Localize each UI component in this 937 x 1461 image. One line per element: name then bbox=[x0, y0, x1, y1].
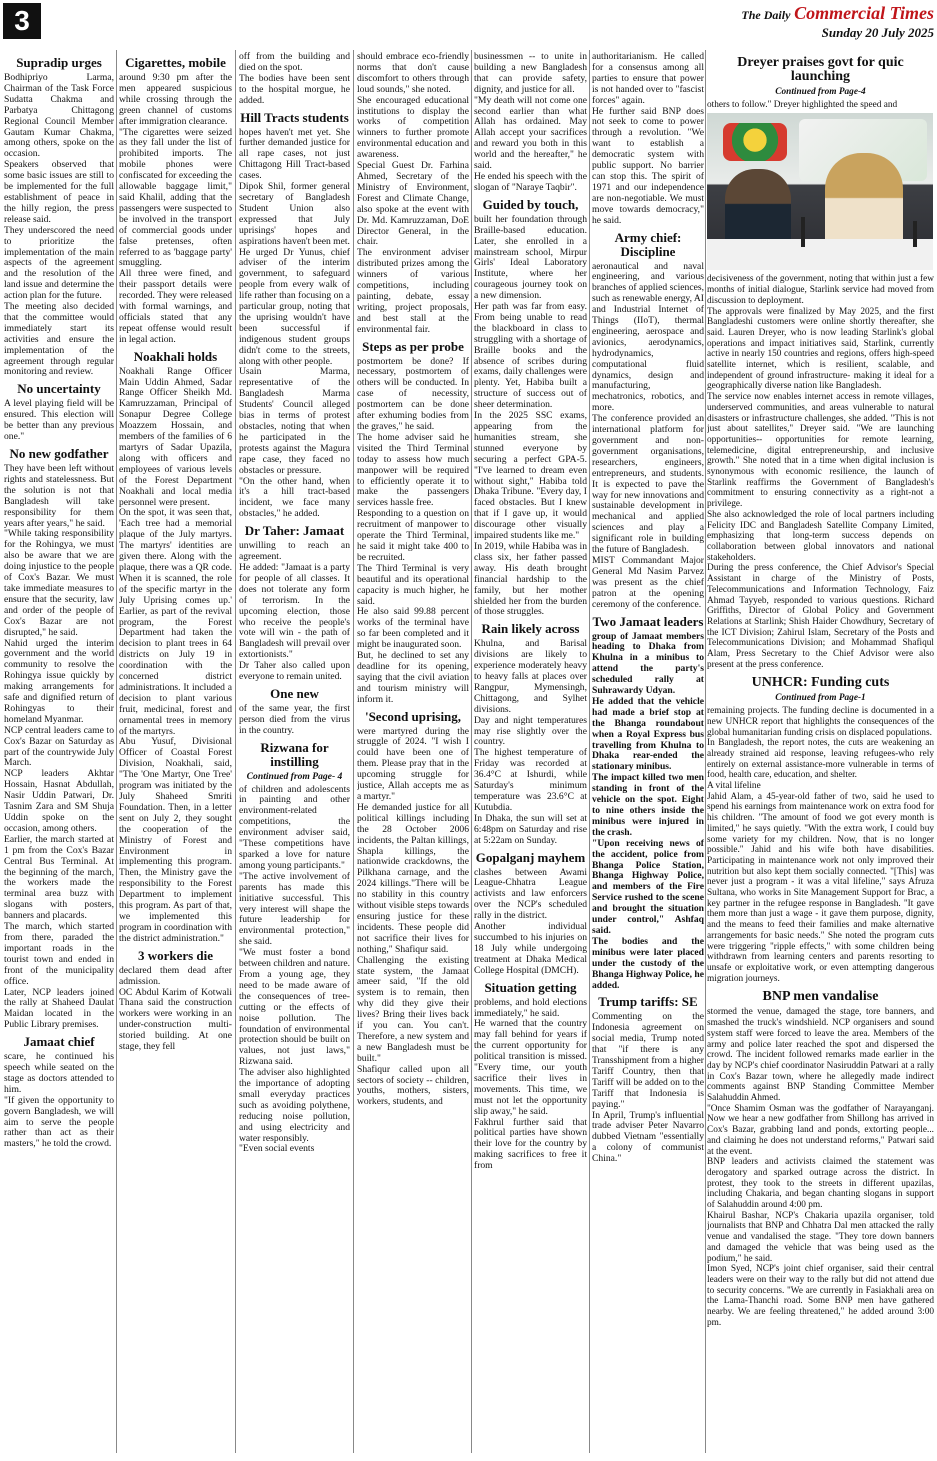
paragraph: He warned that the country may fall behind for years if the current opportunity for political transition is missed. "Every time, our youth sacrifice their lives in movements. This time, we must not let the opportunity slip away," he said. bbox=[474, 1018, 587, 1117]
headline-gopalganj-mayhem: Gopalganj mayhem bbox=[475, 849, 586, 865]
paragraph: others to follow." Dreyer highlighted the speed and bbox=[707, 99, 898, 110]
paragraph: "On the other hand, when it's a hill tract-based incident, we face many obstacles," he added. bbox=[239, 475, 350, 520]
paragraph: The environment adviser distributed prizes among the winners of various competitions, including painting, debate, essay writing, project proposals, and best stall at the environmental fair. bbox=[357, 247, 469, 335]
paragraph: BNP leaders and activists claimed the statement was derogatory and sparked outrage across the district. In protest, they took to the streets in different upazilas, including Chakaria, and began chanting slogans in support of Salahuddin around 4:00 pm. bbox=[707, 1157, 934, 1211]
paragraph: The bodies have been sent to the hospital morgue, he added. bbox=[239, 72, 350, 106]
headline-situation-getting: Situation getting bbox=[484, 979, 577, 995]
paragraph: Responding to a question on recruitment of manpower to operate the Third Terminal, he said it might take 400 to be recruited. bbox=[357, 508, 469, 563]
paragraph: Nahid urged the interim government and the world community to resolve the Rohingya issue quickly by making arrangements for safe and dignified return of Rohingyas to their homeland Myanmar. bbox=[4, 637, 114, 725]
logo-emblem bbox=[723, 123, 787, 161]
paragraph: Usain Marma, representative of the Bangladesh Marma Students' Council alleged bias in terms of protest obstacles, noting that when he participated in the protests against the Magura rape case, they faced no obstacles or pressure. bbox=[239, 366, 350, 476]
paragraph: around 9:30 pm after the men appeared suspicious while crossing through the green channel of customs after immigration clearance. bbox=[119, 72, 232, 127]
column-rule bbox=[471, 50, 472, 1453]
paragraph: He further said BNP does not seek to come to power through a revolution. "We want to establish a democratic system with public support. No barrier can stop this. The spirit of 1971 and our independence are non-negotiable. We must move towards democracy," he said. bbox=[592, 105, 704, 226]
headline-no-new-godfather: No new godfather bbox=[9, 446, 109, 461]
continued-note: Continued from Page- 4 bbox=[246, 770, 343, 782]
headline-two-jamaat-leaders: Two Jamaat leaders bbox=[592, 613, 704, 629]
continued-note: Continued from Page-1 bbox=[775, 693, 866, 704]
paragraph: She encouraged educational institutions to display the works of competition winners to further promote environmental education and awareness. bbox=[357, 94, 469, 161]
headline-second-uprising: 'Second uprising, bbox=[364, 708, 462, 724]
column-rule bbox=[235, 50, 236, 1453]
column-rule bbox=[705, 50, 706, 1453]
headline-army-chief-discipline: Army chief: Discipline bbox=[614, 229, 682, 259]
paragraph: Dr Taher also called upon everyone to remain united. bbox=[239, 660, 350, 683]
headline-dr-taher-jamaat: Dr Taher: Jamaat bbox=[244, 523, 345, 539]
paragraph: Khairul Bashar, NCP's Chakaria upazila organiser, told journalists that BNP and Chhatra Dal men attacked the rally venue and vandalised the stage. "They tore down banners and damaged the vehicle that was being used as the podium," he said. bbox=[707, 1210, 934, 1264]
microphone-icon bbox=[801, 217, 805, 247]
page-number: 3 bbox=[3, 3, 41, 39]
paragraph: He demanded justice for all political killings including the 28 October 2006 incidents, the Paltan killings, Shapla killings, the nationwide crackdowns, the Pilkhana carnage, and the 2024 killings."There will be no stability in this country without visible steps towards ensuring justice for these incidents. These people did not sacrifice their lives for nothing," Shafiqur said. bbox=[357, 801, 469, 955]
paragraph: The conference provided an international platform for government and non-government organisations, researchers, engineers, entrepreneurs, and students. It is expected to pave the way for new innovations and sustainable development in mechanical and applied sciences and play a significant role in building the future of Bangladesh. bbox=[592, 413, 704, 556]
paragraph: "My death will not come one second earlier than what Allah has ordained. May Allah accept your sacrifices and reward you both in this world and the hereafter," he said. bbox=[474, 94, 587, 172]
paragraph: Special Guest Dr. Farhina Ahmed, Secretary of the Ministry of Environment, Forest and Climate Change, also spoke at the event with Dr. Md. Kamruzzaman, DoE Director General, in the chair. bbox=[357, 160, 469, 248]
column-5 bbox=[474, 52, 587, 1455]
column-rule bbox=[116, 50, 117, 1453]
paragraph: clashes between Awami League-Chhatra League activists and law enforcers over the NCP's scheduled rally in the district. bbox=[474, 866, 587, 922]
paragraph: Later, NCP leaders joined the rally at Shaheed Daulat Maidan located in the Public Library premises. bbox=[4, 986, 114, 1031]
headline-jamaat-chief: Jamaat chief bbox=[23, 1034, 95, 1050]
paragraph: Jahid Alam, a 45-year-old father of two, said he used to spend his earnings from maintenance work on extra food for his children. "The amount of food we got every month is limited," he says quietly. "With the extra work, I could buy some variety for my children. Now, that is no longer possible." Jahid and his wife both have disabilities. Participating in maintenance work not only improved their nutrition but also kept them socially connected. "[This] was never just a program - it was a vital lifeline," says Afruza Sultana, who works in Site Management Support for Brac, a key partner in the refugee response in Bangladesh. "It gave them more than just a wage - it gave them purpose, dignity, and the means to feed their families and make alternative arrangements for basic needs." She noted the program cuts were triggering "ripple effects," with some children being withdrawn from learning centers and parents resorting to unsafe or exploitative work, or even attempting dangerous migration journeys. bbox=[707, 791, 934, 984]
headline-steps-as-per-probe: Steps as per probe bbox=[362, 338, 464, 354]
headline-rain-likely-across: Rain likely across bbox=[481, 621, 580, 637]
paragraph: In 2019, while Habiba was in class six, her father passed away. His death brought financial hardship to the family, but her mother shielded her from the burden of those struggles. bbox=[474, 540, 587, 618]
paragraph: Imon Syed, NCP's joint chief organiser, said their central leaders were on their way to the rally but did not attend due to security concerns. "We are currently in Fasiakhali area on the Lama-Thanchi road. Some BNP men have gathered nearby. We are feeling threatened," he added around 3:00 pm. bbox=[707, 1264, 934, 1328]
paragraph: "Once Shamim Osman was the godfather of Narayanganj. Now we hear a new godfather from Shillong has arrived in Cox's Bazar, grabbing land and ponds, extorting people... and claiming he does not understand reforms," Patwari said at the event. bbox=[707, 1103, 934, 1157]
paragraph: unwilling to reach an agreement. bbox=[239, 540, 350, 563]
headline-supradip-urges: Supradip urges bbox=[16, 55, 102, 70]
paragraph: of children and adolescents in painting and other environment-related competitions, the environment adviser said, "These competitions have sparked a love for nature among young participants." bbox=[239, 783, 350, 871]
headline-trump-tariffs-se: Trump tariffs: SE bbox=[598, 994, 698, 1010]
paragraph: Her path was far from easy. From being unable to read the blackboard in class to struggling with a shortage of Braille books and the absence of scribes during exams, daily challenges were plenty. Yet, Habiba built a structure of success out of sheer determination. bbox=[474, 301, 587, 411]
publication-title: Commercial Times bbox=[794, 3, 934, 23]
paragraph: postmortem be done? If necessary, postmortem of others will be conducted. In case of necessity, postmortem can be done after exhuming bodies from the graves," he said. bbox=[357, 355, 469, 432]
paragraph: The meeting also decided that the committee would immediately start its activities and ensure the implementation of the agreement through regular monitoring and review. bbox=[4, 301, 114, 378]
paragraph: The home adviser said he visited the Third Terminal today to assess how much manpower will be required to efficiently operate it to make the passengers services hassle free. bbox=[357, 431, 469, 509]
masthead bbox=[660, 3, 934, 41]
paragraph: built her foundation through Braille-based education. Later, she enrolled in a mainstream school, Mirpur Girls' Ideal Laboratory Institute, where her courageous journey took on a new dimension. bbox=[474, 213, 587, 302]
paragraph: declared them dead after admission. bbox=[119, 964, 232, 987]
paragraph: NCP leaders Akhtar Hossain, Hasnat Abdullah, Nasir Uddin Patwari, Dr. Tasnim Zara and SM Shuja Uddin spoke on the occasion, among others. bbox=[4, 768, 114, 834]
column-rule bbox=[353, 50, 354, 1453]
paragraph: The Third Terminal is very beautiful and its operational capacity is much higher, he said. bbox=[357, 562, 469, 607]
column-6 bbox=[592, 52, 704, 1455]
microphone-icon bbox=[913, 221, 917, 247]
paragraph: Earlier, the march started at 1 pm from the Cox's Bazar Central Bus Terminal. At the beginning of the march, the workers made the terminal area buzz with slogans with posters, banners and placards. bbox=[4, 833, 114, 922]
paragraph: A level playing field will be ensured. This election will be better than any previous one." bbox=[4, 398, 114, 443]
paragraph: OC Abdul Karim of Kotwali Thana said the construction workers were working in an under-construction multi-storied building. At one stage, they fell bbox=[119, 986, 232, 1053]
paragraph: "Upon receiving news of the accident, police from Bhanga Police Station, Bhanga Highway Police, and members of the Fire Service rushed to the scene and brought the situation under control," Ashfaq said. bbox=[592, 837, 704, 936]
headline-rizwana-for-instilling: Rizwana for instilling bbox=[260, 739, 329, 769]
paragraph: stormed the venue, damaged the stage, tore banners, and smashed the truck's windshield. NCP organisers and sound system staff were forced to leave the area. Members of the army and police later reached the spot and dispersed the crowd. The incident followed remarks made earlier in the day by NCP's chief coordinator Nasiruddin Patwari at a rally in Cox's Bazar town, where he allegedly made indirect comments against BNP Standing Committee Member Salahuddin Ahmed. bbox=[707, 1007, 934, 1104]
paragraph: Abu Yusuf, Divisional Officer of Coastal Forest Division, Noakhali, said, "The 'One Martyr, One Tree' program was initiated by the July Shaheed Smriti Foundation. Then, in a letter sent on July 2, they sought the cooperation of the Ministry of Forest and Environment in implementing this program. Then, the Ministry gave the responsibility to the Forest Department to implement this program. As part of that, we implemented this program in coordination with the district administration." bbox=[119, 736, 232, 944]
paragraph: The bodies and the minibus were later placed under the custody of the Bhanga Highway Police, he added. bbox=[592, 935, 704, 991]
headline-dreyer-praises-govt: Dreyer praises govt for quic launching bbox=[737, 55, 904, 84]
desk bbox=[707, 239, 933, 270]
column-1 bbox=[4, 52, 114, 1455]
paragraph: The service now enables internet access in remote villages, underserved communities, and areas vulnerable to natural disasters or infrastructure challenges, she added. "This is not just about satellites," Dreyer said. "We are launching opportunities-- opportunities for remote learning, telemedicine, digital entrepreneurship, and inclusive growth." She noted that in a time when digital inclusion is synonymous with economic resilience, the launch of Starlink reaffirms the Government of Bangladesh's commitment to ensuring connectivity as a right-not a privilege. bbox=[707, 392, 934, 510]
headline-guided-by-touch: Guided by touch, bbox=[482, 196, 579, 212]
paragraph: "We must foster a bond between children and nature. From a young age, they need to be made aware of the consequences of tree-cutting or the effects of noise pollution. The foundation of environmental protection should be built on values, not just laws," Rizwana said. bbox=[239, 947, 350, 1068]
paragraph: She also acknowledged the role of local partners including Felicity IDC and Bangladesh Satellite Company Limited, emphasizing that long-term success depends on collaboration between global innovators and national stakeholders. bbox=[707, 509, 934, 563]
paragraph: The highest temperature of Friday was recorded at 36.4°C at Ishurdi, while Saturday's minimum temperature was 23.6°C at Kutubdia. bbox=[474, 747, 587, 813]
paragraph: NCP central leaders came to Cox's Bazar on Saturday as part of the countrywide July March. bbox=[4, 724, 114, 769]
column-7 bbox=[707, 50, 934, 1455]
headline-cigarettes-mobile: Cigarettes, mobile bbox=[125, 55, 226, 70]
paragraph: Commenting on the Indonesia agreement on social media, Trump noted that "if there is any Transshipment from a higher Tariff Country, then that Tariff will be added on to the Tariff that Indonesia is paying." bbox=[592, 1011, 704, 1110]
paragraph: Challenging the existing state system, the Jamaat ameer said, "If the old system is to remain, then why did they give their lives? Bring their lives back if you can. You can't. Therefore, a new system and a new Bangladesh must be built." bbox=[357, 954, 469, 1064]
headline-bnp-men-vandalise: BNP men vandalise bbox=[762, 989, 879, 1005]
paragraph: All three were fined, and their passport details were recorded. They were released with formal warnings, and officials stated that any repeat offense would result in legal action. bbox=[119, 268, 232, 345]
headline-one-new: One new bbox=[270, 685, 319, 701]
paragraph: Khulna, and Barisal divisions are likely to experience moderately heavy to heavy falls at places over Rangpur, Mymensingh, Chittagong, and Sylhet divisions. bbox=[474, 638, 587, 715]
press-conference-photo bbox=[707, 113, 933, 270]
publication-name bbox=[660, 3, 934, 24]
paragraph: The march, which started from there, paraded the important roads in the tourist town and ended in front of the municipality office. bbox=[4, 921, 114, 987]
paragraph: They have been left without rights and statelessness. But the solution is not that Bangladesh will take responsibility for them years after years," he said. bbox=[4, 463, 114, 529]
headline-3-workers-die: 3 workers die bbox=[137, 947, 214, 963]
paragraph: Bodhipriyo Larma, Chairman of the Task Force Sudatta Chakma and Parbatya Chittagong Regional Council Member Gautam Kumar Chakma, among others, spoke on the occasion. bbox=[4, 72, 114, 160]
paragraph: In the 2025 SSC exams, appearing from the humanities stream, she stunned everyone by securing a perfect GPA-5. "I've learned to dream even without sight," Habiba told Dhaka Tribune. "Every day, I faced obstacles. But I knew that if I gave up, it would discourage other visually impaired students like me." bbox=[474, 410, 587, 542]
paragraph: The approvals were finalized by May 2025, and the first Bangladeshi customers were online shortly thereafter, she said. Lauren Dreyer, who is now leading Starlink's global operations and impact initiatives said, Starlink, currently active in nearly 150 countries and regions, offers high-speed satellite internet, which is resilient, scalable, and independent of ground infrastructure- making it ideal for a geographically diverse nation like Bangladesh. bbox=[707, 306, 934, 392]
paragraph: Speakers observed that some basic issues are still to be implemented for the full establishment of peace in the hilly region, the press release said. bbox=[4, 159, 114, 225]
paragraph: scare, he continued his speech while seated on the stage as doctors attended to him. bbox=[4, 1051, 114, 1095]
paragraph: He ended his speech with the slogan of "Naraye Taqbir". bbox=[474, 170, 587, 193]
paragraph: aeronautical and naval engineering, and various branches of applied sciences, such as renewable energy, AI and Industrial Internet of Things (IIoT), thermal engineering, aerospace and avionics, aerodynamics, hydrodynamics, computational fluid dynamics, design and manufacturing, mechatronics, robotics, and more. bbox=[592, 260, 704, 414]
paragraph: The impact killed two men standing in front of the vehicle on the spot. Eight to nine others inside the minibus were injured in the crash. bbox=[592, 772, 704, 838]
publication-prefix: The Daily bbox=[741, 8, 791, 22]
paragraph: remaining projects. The funding decline is documented in a new UNHCR report that highlights the consequences of the global humanitarian funding crisis on displaced populations. bbox=[707, 706, 934, 738]
paragraph: group of Jamaat members heading to Dhaka from Khulna in a minibus to attend the party's scheduled rally at Suhrawardy Udyan. bbox=[592, 630, 704, 697]
paragraph: They underscored the need to prioritize the implementation of the main aspects of the agreement and the resolution of the land issue and determine the action plan for the future. bbox=[4, 224, 114, 302]
paragraph: "While taking responsibility for the Rohingya, we must also be aware that we are doing injustice to the people of Cox's Bazar. We must take immediate measures to ensure that the security, law and order of the people of Cox's Bazar are not disrupted," he said. bbox=[4, 528, 114, 638]
paragraph: were martyred during the struggle of 2024. "I wish I could have been one of them. Please pray that in the upcoming struggle for justice, Allah accepts me as a martyr." bbox=[357, 725, 469, 802]
paragraph: off from the building and died on the spot. bbox=[239, 52, 350, 73]
issue-date: Sunday 20 July 2025 bbox=[821, 25, 934, 40]
paragraph: On the spot, it was seen that, 'Each tree had a memorial plaque of the July martyrs. The martyrs' identities are given there. Along with the plaque, there was a QR code. When it is scanned, the role of the specific martyr in the July Uprising comes up.' Earlier, as part of the revival program, the Forest Department had taken the decision to plant trees in 64 districts on July 19 in coordination with the concerned district administrations. It included a decision to plant various fruit, medicinal, forest and ornamental trees in memory of the martyrs. bbox=[119, 507, 232, 737]
paragraph: In Dhaka, the sun will set at 6:48pm on Saturday and rise at 5:22am on Sunday. bbox=[474, 812, 587, 846]
paragraph: During the press conference, the Chief Advisor's Special Assistant in charge of the Ministry of Posts, Telecommunications and Information Technology, Faiz Ahmad Tayyeb, responded to various questions. Richard Griffiths, Director of Global Policy and Government Relations at Starlink; Shish Haider Chowdhury, Secretary of the ICT Division; Zahirul Islam, Secretary of the Posts and Telecommunications Division; and Mohammad Shafiqul Alam, Press Secretary to the Chief Advisor were also present at the press conference. bbox=[707, 563, 934, 670]
paragraph: of the same year, the first person died from the virus in the country. bbox=[239, 702, 350, 736]
paragraph: He urged Dr Yunus, chief adviser of the interim government, to safeguard people from every walk of life rather than focusing on a particular group, noting that the uprising wouldn't have been successful if indigenous student groups didn't come to the streets, along with other people. bbox=[239, 246, 350, 367]
paragraph: He added: "Jamaat is a party for people of all classes. It does not tolerate any form of terrorism. In the upcoming election, those who receive the people's vote will win - the path of Bangladesh will prevail over extortionists." bbox=[239, 561, 350, 661]
paragraph: should embrace eco-friendly norms that don't cause discomfort to others through loud sounds," she noted. bbox=[357, 52, 469, 95]
column-3 bbox=[239, 52, 350, 1455]
paragraph: But, he declined to set any deadline for its opening, saying that the civil aviation and tourism ministry will inform it. bbox=[357, 650, 469, 705]
paragraph: Dipok Shil, former general secretary of Bangladesh Student Union also expressed that July uprisings' hopes and aspirations haven't been met. bbox=[239, 181, 350, 247]
paragraph: MIST Commandant Major General Md Nasim Parvez was present as the chief patron at the opening ceremony of the conference. bbox=[592, 554, 704, 610]
continued-note: Continued from Page-4 bbox=[775, 87, 866, 97]
paragraph: businessmen -- to unite in building a new Bangladesh that can provide safety, dignity, and justice for all. bbox=[474, 52, 587, 95]
paragraph: Shafiqur called upon all sectors of society -- children, youths, mothers, sisters, workers, students, and bbox=[357, 1063, 469, 1108]
paragraph: problems, and hold elections immediately," he said. bbox=[474, 996, 587, 1019]
paragraph: "If given the opportunity to govern Bangladesh, we will aim to serve the people rather than act as their masters," he told the crowd. bbox=[4, 1094, 114, 1150]
paragraph: He also said 99.88 percent works of the terminal have so far been completed and it might be inaugurated soon. bbox=[357, 606, 469, 651]
headline-unhcr-funding-cuts: UNHCR: Funding cuts bbox=[751, 675, 890, 691]
paragraph: Fakhrul further said that political parties have shown their love for the country by making sacrifices to free it from bbox=[474, 1116, 587, 1172]
paragraph: He added that the vehicle had made a brief stop at the Bhanga roundabout when a Royal Express bus travelling from Khulna to Dhaka rear-ended the stationary minibus. bbox=[592, 695, 704, 773]
subheading: A vital lifeline bbox=[707, 781, 761, 792]
paragraph: Another individual succumbed to his injuries on 18 July while undergoing treatment at Dhaka Medical College Hospital (DMCH). bbox=[474, 921, 587, 976]
paragraph: authoritarianism. He called for a consensus among all parties to ensure that power is not handed over to "fascist forces" again. bbox=[592, 52, 704, 106]
paragraph: In April, Trump's influential trade adviser Peter Navarro dubbed Vietnam "essentially a colony of communist China." bbox=[592, 1109, 704, 1165]
paragraph: In Bangladesh, the report notes, the cuts are weakening an already strained aid response, leaving refugees-who rely entirely on external assistance-more vulnerable in terms of food, health care, education, and shelter. bbox=[707, 738, 934, 781]
paragraph: "The cigarettes were seized as they fall under the list of prohibited imports. The mobile phones were confiscated for exceeding the allowable baggage limit," said Khalil, adding that the passengers were suspected to be involved in the transport of commercial goods under false pretenses, often referred to as 'baggage party' smuggling. bbox=[119, 126, 232, 269]
paragraph: "Even social events bbox=[239, 1143, 315, 1155]
column-rule bbox=[589, 50, 590, 1453]
paragraph: Noakhali Range Officer Main Uddin Ahmed, Sadar Range Officer Sheikh Md. Kamruzzaman, Principal of Sonapur Degree College Moazzem Hossain, and members of the families of 6 martyrs of Sadar Upazila, along with officers and employees of various levels of the Forest Department Noakhali and local media personnel were present. bbox=[119, 365, 232, 508]
paragraph: The adviser also highlighted the importance of adopting small everyday practices such as avoiding polythene, reducing noise pollution, and using electricity and water responsibly. bbox=[239, 1067, 350, 1144]
headline-hill-tracts-students: Hill Tracts students bbox=[240, 109, 349, 125]
column-4 bbox=[357, 52, 469, 1455]
headline-no-uncertainty: No uncertainty bbox=[17, 381, 101, 397]
paragraph: "The active involvement of parents has made this initiative successful. This very interest will shape the future leadership for environmental protection," she said. bbox=[239, 870, 350, 948]
paragraph: Day and night temperatures may rise slightly over the country. bbox=[474, 714, 587, 748]
paragraph: hopes haven't met yet. She further demanded justice for all rape cases, not just Chittagong Hill Tract-based cases. bbox=[239, 126, 350, 182]
column-2 bbox=[119, 52, 232, 1455]
headline-noakhali-holds: Noakhali holds bbox=[133, 348, 218, 364]
paragraph: decisiveness of the government, noting that within just a few months of initial dialogue, Starlink service had moved from discussion to deployment. bbox=[707, 274, 934, 306]
